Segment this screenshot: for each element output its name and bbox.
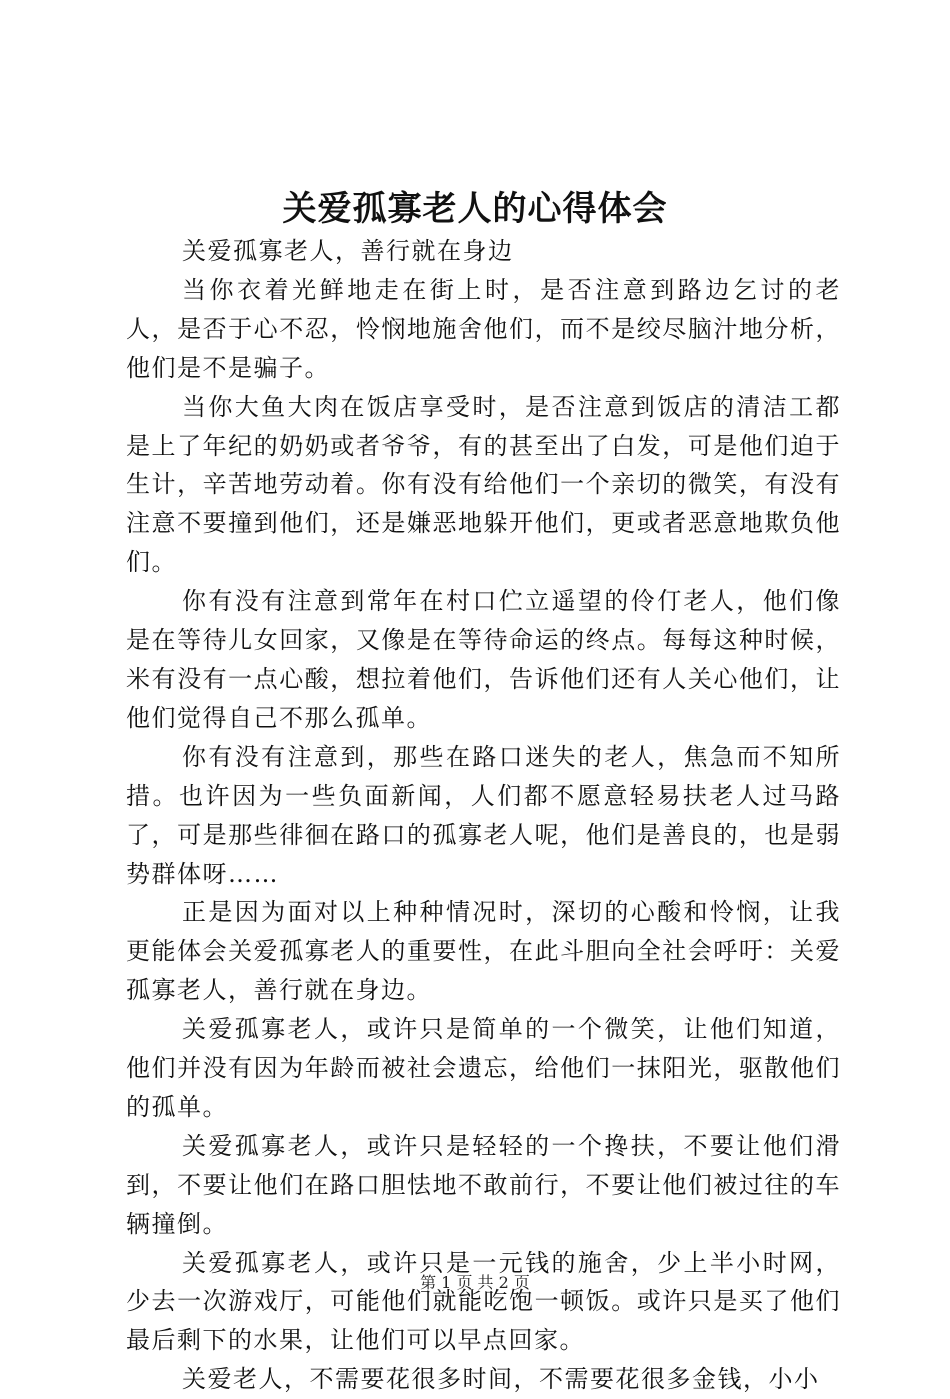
paragraph: 你有没有注意到，那些在路口迷失的老人，焦急而不知所措。也许因为一些负面新闻，人们都不愿意轻易扶老人过马路了，可是那些徘徊在路口的孤寡老人呢，他们是善良的，也是弱势群体呀…… — [126, 742, 841, 888]
document-title: 关爱孤寡老人的心得体会 — [282, 189, 668, 229]
paragraph: 你有没有注意到常年在村口伫立遥望的伶仃老人，他们像是在等待儿女回家，又像是在等待命运的终点。每每这种时候，米有没有一点心酸，想拉着他们，告诉他们还有人关心他们，让他们觉得自己不那么孤单。 — [126, 587, 841, 732]
paragraph: 关爱孤寡老人，或许只是一元钱的施舍，少上半小时网，少去一次游戏厅，可能他们就能吃饱一顿饭。或许只是买了他们最后剩下的水果，让他们可以早点回家。 — [126, 1248, 841, 1355]
paragraph: 当你衣着光鲜地走在街上时，是否注意到路边乞讨的老人，是否于心不忍，怜悯地施舍他们，而不是绞尽脑汁地分析，他们是不是骗子。 — [126, 275, 841, 382]
page-footer: 第 1 页 共 2 页 — [420, 1273, 530, 1292]
paragraph: 正是因为面对以上种种情况时，深切的心酸和怜悯，让我更能体会关爱孤寡老人的重要性，在此斗胆向全社会呼吁：关爱孤寡老人，善行就在身边。 — [126, 898, 841, 1005]
paragraph: 关爱老人，不需要花很多时间，不需要花很多金钱，小小 — [182, 1365, 820, 1394]
paragraph: 关爱孤寡老人，或许只是简单的一个微笑，让他们知道，他们并没有因为年龄而被社会遗忘，给他们一抹阳光，驱散他们的孤单。 — [126, 1015, 841, 1121]
document-body — [126, 232, 841, 1399]
paragraph: 当你大鱼大肉在饭店享受时，是否注意到饭店的清洁工都是上了年纪的奶奶或者爷爷，有的甚至出了白发，可是他们迫于生计，辛苦地劳动着。你有没有给他们一个亲切的微笑，有没有注意不要撞到他们，还是嫌恶地躲开他们，更或者恶意地欺负他们。 — [126, 392, 841, 577]
paragraph-subtitle: 关爱孤寡老人，善行就在身边 — [182, 237, 514, 265]
paragraph: 关爱孤寡老人，或许只是轻轻的一个搀扶，不要让他们滑到，不要让他们在路口胆怯地不敢前行，不要让他们被过往的车辆撞倒。 — [126, 1131, 841, 1238]
